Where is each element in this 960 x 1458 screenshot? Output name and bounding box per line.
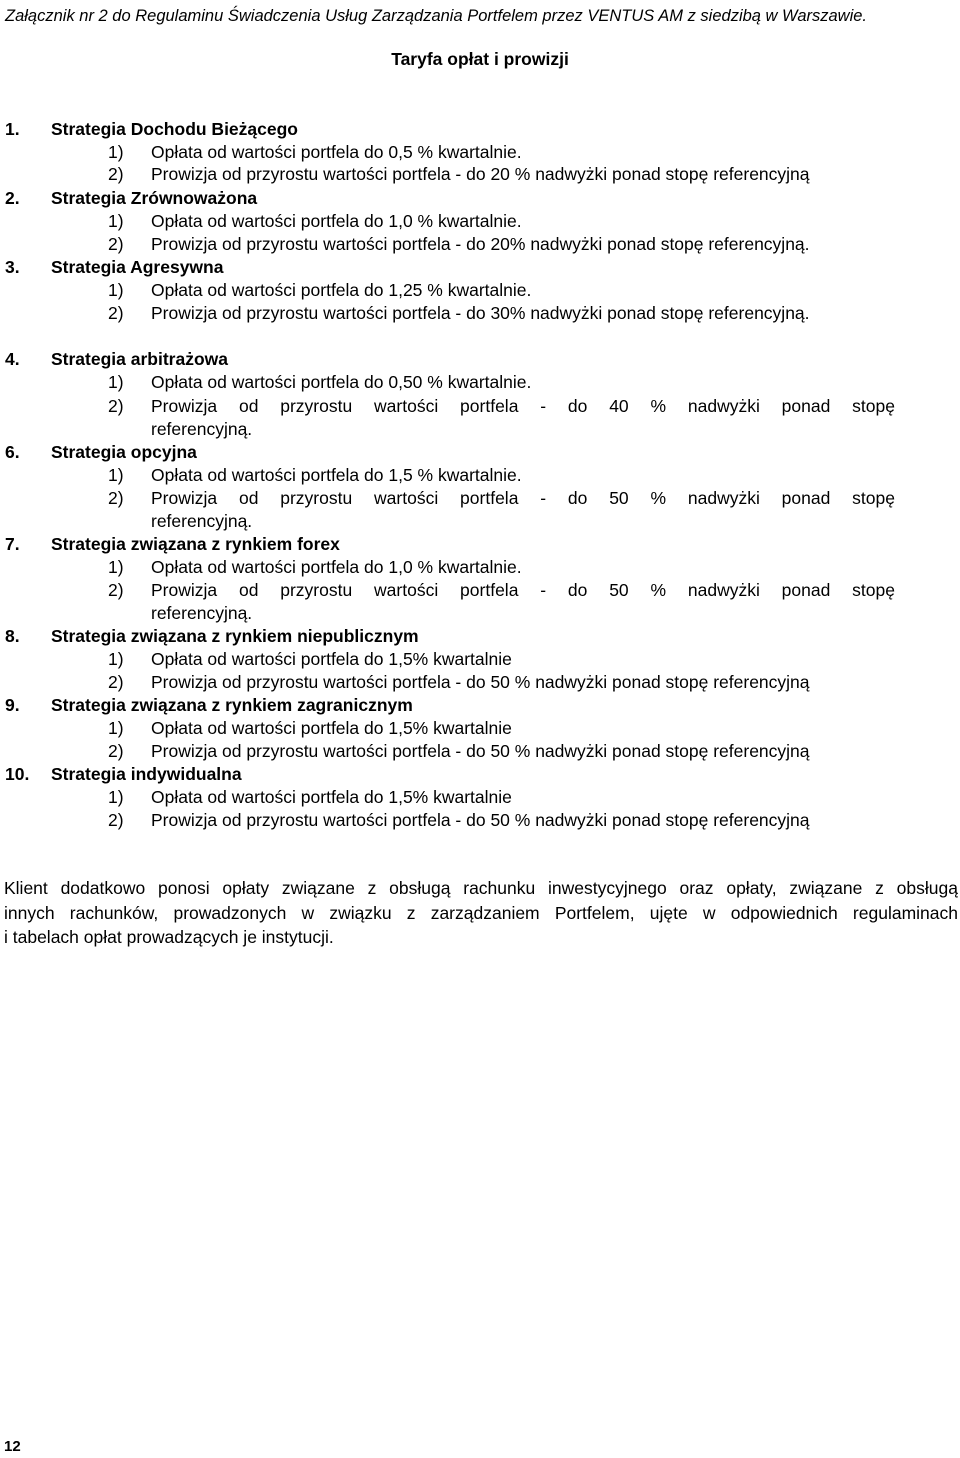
strategy-title: Strategia opcyjna	[51, 442, 197, 462]
strategy-title: Strategia Dochodu Bieżącego	[51, 119, 298, 139]
item-text: Opłata od wartości portfela do 1,0 % kwartalnie.	[151, 557, 522, 577]
item-number: 1)	[108, 649, 124, 669]
strategy-number: 2.	[5, 188, 20, 208]
item-text: Prowizja od przyrostu wartości portfela - do 50 % nadwyżki ponad stopę	[151, 580, 895, 600]
footer-paragraph	[4, 876, 958, 950]
item-text: Prowizja od przyrostu wartości portfela - do 20 % nadwyżki ponad stopę referencyjną	[151, 164, 810, 184]
footer-line: i tabelach opłat prowadzących je instytucji.	[4, 927, 334, 947]
item-number: 2)	[108, 396, 124, 416]
item-text: Prowizja od przyrostu wartości portfela - do 50 % nadwyżki ponad stopę referencyjną	[151, 741, 810, 761]
item-number: 2)	[108, 810, 124, 830]
item-text: Opłata od wartości portfela do 1,0 % kwartalnie.	[151, 211, 522, 231]
page-number: 12	[4, 1438, 21, 1455]
strategy-title: Strategia arbitrażowa	[51, 349, 228, 369]
item-number: 1)	[108, 372, 124, 392]
item-number: 2)	[108, 164, 124, 184]
strategy-number: 10.	[5, 764, 30, 784]
item-text: Opłata od wartości portfela do 0,5 % kwartalnie.	[151, 142, 522, 162]
strategy-number: 9.	[5, 695, 20, 715]
item-text-continuation: referencyjną.	[151, 511, 253, 531]
item-text: Opłata od wartości portfela do 1,25 % kwartalnie.	[151, 280, 532, 300]
item-text: Prowizja od przyrostu wartości portfela - do 30% nadwyżki ponad stopę referencyjną.	[151, 303, 810, 323]
item-text: Opłata od wartości portfela do 1,5% kwartalnie	[151, 787, 512, 807]
item-number: 1)	[108, 787, 124, 807]
strategy-title: Strategia Zrównoważona	[51, 188, 258, 208]
item-number: 2)	[108, 303, 124, 323]
item-text: Prowizja od przyrostu wartości portfela - do 50 % nadwyżki ponad stopę	[151, 488, 895, 508]
item-number: 1)	[108, 142, 124, 162]
strategy-title: Strategia związana z rynkiem zagranicznym	[51, 695, 413, 715]
item-number: 2)	[108, 672, 124, 692]
item-text: Opłata od wartości portfela do 0,50 % kwartalnie.	[151, 372, 532, 392]
page-title: Taryfa opłat i prowizji	[391, 49, 569, 69]
strategy-title: Strategia indywidualna	[51, 764, 242, 784]
item-text: Opłata od wartości portfela do 1,5 % kwartalnie.	[151, 465, 522, 485]
strategy-title: Strategia związana z rynkiem forex	[51, 534, 340, 554]
item-text-continuation: referencyjną.	[151, 603, 253, 623]
item-number: 2)	[108, 488, 124, 508]
strategy-number: 3.	[5, 257, 20, 277]
item-number: 1)	[108, 557, 124, 577]
item-text-continuation: referencyjną.	[151, 419, 253, 439]
strategy-number: 4.	[5, 349, 20, 369]
strategy-title: Strategia Agresywna	[51, 257, 224, 277]
footer-line: Klient dodatkowo ponosi opłaty związane z obsługą rachunku inwestycyjnego oraz opłaty, związane z obsługą	[4, 878, 958, 898]
item-text: Prowizja od przyrostu wartości portfela - do 20% nadwyżki ponad stopę referencyjną.	[151, 234, 810, 254]
item-number: 1)	[108, 280, 124, 300]
item-number: 2)	[108, 234, 124, 254]
item-number: 2)	[108, 741, 124, 761]
strategy-number: 8.	[5, 626, 20, 646]
item-number: 1)	[108, 718, 124, 738]
item-text: Prowizja od przyrostu wartości portfela - do 40 % nadwyżki ponad stopę	[151, 396, 895, 416]
footer-line: innych rachunków, prowadzonych w związku z zarządzaniem Portfelem, ujęte w odpowiednich regulaminach	[4, 902, 958, 923]
strategy-number: 1.	[5, 119, 20, 139]
item-text: Opłata od wartości portfela do 1,5% kwartalnie	[151, 718, 512, 738]
item-text: Opłata od wartości portfela do 1,5% kwartalnie	[151, 649, 512, 669]
item-text: Prowizja od przyrostu wartości portfela - do 50 % nadwyżki ponad stopę referencyjną	[151, 672, 810, 692]
document-header: Załącznik nr 2 do Regulaminu Świadczenia Usług Zarządzania Portfelem przez VENTUS AM z siedzibą w Warszawie.	[5, 7, 868, 25]
strategy-number: 7.	[5, 534, 20, 554]
item-text: Prowizja od przyrostu wartości portfela - do 50 % nadwyżki ponad stopę referencyjną	[151, 810, 810, 830]
item-number: 2)	[108, 580, 124, 600]
item-number: 1)	[108, 211, 124, 231]
item-number: 1)	[108, 465, 124, 485]
strategy-number: 6.	[5, 442, 20, 462]
strategy-title: Strategia związana z rynkiem niepublicznym	[51, 626, 419, 646]
